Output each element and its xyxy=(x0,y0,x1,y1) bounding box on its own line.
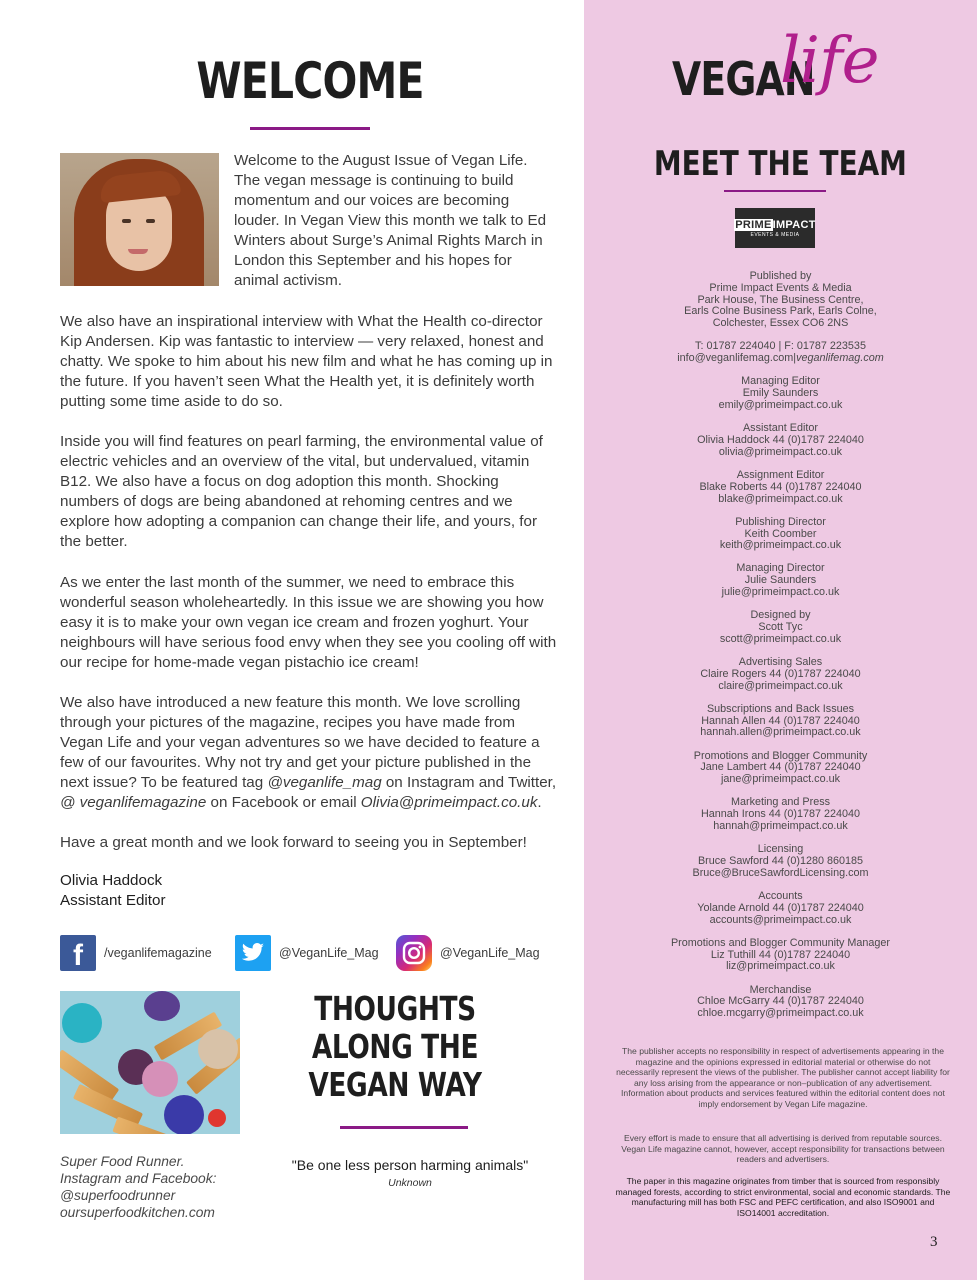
team-member-email[interactable]: julie@primeimpact.co.uk xyxy=(721,586,840,599)
website-link[interactable]: veganlifemag.com xyxy=(796,352,884,365)
team-member-email[interactable]: keith@primeimpact.co.uk xyxy=(719,539,842,552)
prime-impact-logo: PRIMEIMPACT EVENTS & MEDIA xyxy=(735,208,815,248)
team-member-name: Keith Coomber xyxy=(744,527,817,540)
team-member-name: Julie Saunders xyxy=(744,574,817,587)
team-member-role: Advertising Sales xyxy=(738,656,823,669)
team-member xyxy=(584,517,977,552)
team-member-role: Designed by xyxy=(750,609,811,622)
team-member-email[interactable]: scott@primeimpact.co.uk xyxy=(719,632,842,645)
publisher-block: Published by Prime Impact Events & Media Park House, The Business Centre, Earls Colne Business Park, Earls Colne, Colchester, Essex CO6 2NS xyxy=(684,270,877,330)
meet-the-team-heading: MEET THE TEAM xyxy=(653,144,907,184)
team-member-email[interactable]: chloe.mcgarry@primeimpact.co.uk xyxy=(697,1007,864,1020)
team-member xyxy=(584,470,977,505)
twitter-handle: @VeganLife_Mag xyxy=(279,946,379,960)
team-sidebar xyxy=(584,0,977,1280)
facebook-handle: /veganlifemagazine xyxy=(104,946,212,960)
team-member-email[interactable]: Bruce@BruceSawfordLicensing.com xyxy=(692,866,869,879)
intro-paragraph: Welcome to the August Issue of Vegan Life. The vegan message is continuing to build momentum and our voices are becoming louder. In Vegan View this month we talk to Ed Winters about Surge’s Animal Rights March in London this September and his hopes for animal activism. xyxy=(234,152,547,289)
page-title: WELCOME xyxy=(196,52,424,110)
team-member-email[interactable]: hannah@primeimpact.co.uk xyxy=(713,819,848,832)
team-member-name: Hannah Allen 44 (0)1787 224040 xyxy=(701,714,860,727)
page-number: 3 xyxy=(930,1234,938,1250)
signature xyxy=(60,871,166,911)
team-member xyxy=(584,891,977,926)
thoughts-heading: THOUGHTS ALONG THE VEGAN WAY xyxy=(308,989,482,1104)
paper-sourcing-note: The paper in this magazine originates from timber that is sourced from responsibly managed forests, according to strict environmental, social and economic standards. The manufacturing mill has both FSC and PEFC certification, and also ISO9001 and ISO14001 accreditation. xyxy=(615,1176,951,1218)
quote-text: "Be one less person harming animals" xyxy=(291,1157,529,1173)
team-member xyxy=(584,844,977,879)
instagram-tag[interactable]: @veganlife_mag xyxy=(267,774,382,791)
team-member-name: Liz Tuthill 44 (0)1787 224040 xyxy=(710,948,851,961)
team-member-role: Assistant Editor xyxy=(742,422,818,435)
team-member-name: Claire Rogers 44 (0)1787 224040 xyxy=(700,667,861,680)
team-member xyxy=(584,797,977,832)
facebook-link[interactable] xyxy=(60,934,212,972)
team-member-name: Emily Saunders xyxy=(742,387,819,400)
team-member-role: Marketing and Press xyxy=(730,796,831,809)
team-divider xyxy=(724,190,826,192)
body-paragraph: As we enter the last month of the summer, we need to embrace this wonderful season wholeheartedly. In this issue we are showing you how easy it is to make your own vegan ice cream and frozen yoghurt. Your neighbours will have serious food envy when they see you cooling off with our recipe for home-made vegan pistachio ice cream! xyxy=(60,574,557,671)
team-member xyxy=(584,563,977,598)
facebook-tag[interactable]: @ veganlifemagazine xyxy=(60,794,207,811)
team-member xyxy=(584,423,977,458)
team-member-name: Yolande Arnold 44 (0)1787 224040 xyxy=(697,901,864,914)
team-member-name: Jane Lambert 44 (0)1787 224040 xyxy=(700,761,861,774)
body-paragraph: We also have an inspirational interview with What the Health co-director Kip Andersen. Kip was fantastic to interview — very relaxed, honest and chatty. We spoke to him about his new film and what he has coming up in the future. If you haven’t seen What the Health yet, it is definitely worth putting some time aside to do so. xyxy=(60,313,553,410)
instagram-link[interactable] xyxy=(396,934,540,972)
team-member-name: Bruce Sawford 44 (0)1280 860185 xyxy=(697,854,864,867)
team-member-name: Hannah Irons 44 (0)1787 224040 xyxy=(700,808,861,821)
contact-email-link[interactable]: info@veganlifemag.com xyxy=(677,352,794,365)
team-member xyxy=(584,610,977,645)
title-divider xyxy=(250,127,370,130)
team-member-role: Merchandise xyxy=(749,983,812,996)
team-member xyxy=(584,704,977,739)
team-member-email[interactable]: hannah.allen@primeimpact.co.uk xyxy=(700,726,861,739)
team-member-name: Scott Tyc xyxy=(758,621,803,634)
signature-name: Olivia Haddock xyxy=(60,872,163,889)
team-member-email[interactable]: accounts@primeimpact.co.uk xyxy=(709,913,852,926)
editor-email-link[interactable]: Olivia@primeimpact.co.uk xyxy=(360,794,538,811)
team-member-role: Managing Director xyxy=(736,562,825,575)
team-member xyxy=(584,985,977,1020)
team-member-name: Olivia Haddock 44 (0)1787 224040 xyxy=(697,433,864,446)
team-list xyxy=(584,271,977,1031)
team-member-role: Licensing xyxy=(757,843,804,856)
team-member-email[interactable]: liz@primeimpact.co.uk xyxy=(726,960,835,973)
ice-cream-cones-photo xyxy=(60,991,240,1134)
photo-caption: Super Food Runner. Instagram and Facebook: @superfoodrunner oursuperfoodkitchen.com xyxy=(60,1154,217,1220)
team-member xyxy=(584,751,977,786)
disclaimer-text: The publisher accepts no responsibility in respect of advertisements appearing in the magazine and the opinions expressed in editorial material or otherwise do not necessarily represent the views of the publisher. The publisher cannot accept liability for any loss arising from the appearance or non–publication of any advertisement. Information about products and services featured within the editorial content does not imply endorsement by Vegan Life magazine. xyxy=(616,1046,950,1109)
team-member xyxy=(584,376,977,411)
editor-portrait-photo xyxy=(60,153,219,286)
team-member-email[interactable]: claire@primeimpact.co.uk xyxy=(718,679,843,692)
team-member-email[interactable]: emily@primeimpact.co.uk xyxy=(718,398,843,411)
thoughts-divider xyxy=(340,1126,468,1129)
team-member-role: Accounts xyxy=(758,889,803,902)
team-member-role: Managing Editor xyxy=(741,375,820,388)
facebook-icon: f xyxy=(60,935,96,971)
team-member-email[interactable]: olivia@primeimpact.co.uk xyxy=(718,445,843,458)
disclaimer-text: Every effort is made to ensure that all advertising is derived from reputable sources. Vegan Life magazine cannot, however, accept responsibility for transactions between readers and advertisers. xyxy=(621,1133,945,1165)
body-paragraph: Have a great month and we look forward to seeing you in September! xyxy=(60,834,527,851)
team-member-role: Publishing Director xyxy=(735,515,826,528)
team-member-role: Subscriptions and Back Issues xyxy=(706,702,855,715)
team-member-name: Chloe McGarry 44 (0)1787 224040 xyxy=(697,995,864,1008)
team-member-role: Assignment Editor xyxy=(736,468,825,481)
team-member-email[interactable]: blake@primeimpact.co.uk xyxy=(718,492,843,505)
twitter-icon xyxy=(235,935,271,971)
instagram-icon xyxy=(396,935,432,971)
body-paragraph: We also have introduced a new feature this month. We love scrolling through your pictures of the magazine, recipes you have made from Vegan Life and your vegan adventures so we have decided to feature a few of our favourites. Why not try and get your picture published in the next issue? To be featured tag @veganlife_mag on Instagram and Twitter, @ veganlifemagazine on Facebook or email Olivia@primeimpact.co.uk. xyxy=(60,694,557,811)
team-member-name: Blake Roberts 44 (0)1787 224040 xyxy=(699,480,862,493)
body-paragraph: Inside you will find features on pearl farming, the environmental value of electric vehicles and an overview of the vital, but undervalued, vitamin B12. We also have a focus on dog adoption this month. Shocking numbers of dogs are being abandoned at rehoming centres and we explore how adopting a companion can change their life, and yours, for the better. xyxy=(60,433,543,550)
contact-block: T: 01787 224040 | F: 01787 223535 info@veganlifemag.com|veganlifemag.com xyxy=(677,340,884,365)
team-member xyxy=(584,657,977,692)
team-member-role: Promotions and Blogger Community Manager xyxy=(670,936,891,949)
quote-author: Unknown xyxy=(388,1177,432,1189)
team-member xyxy=(584,938,977,973)
team-member-email[interactable]: jane@primeimpact.co.uk xyxy=(721,773,840,786)
instagram-handle: @VeganLife_Mag xyxy=(440,946,540,960)
team-member-role: Promotions and Blogger Community xyxy=(693,749,868,762)
vegan-life-logo-vegan: VEGAN xyxy=(672,52,815,106)
signature-role: Assistant Editor xyxy=(60,892,166,909)
vegan-life-logo-life: life xyxy=(780,24,879,98)
twitter-link[interactable] xyxy=(235,934,379,972)
